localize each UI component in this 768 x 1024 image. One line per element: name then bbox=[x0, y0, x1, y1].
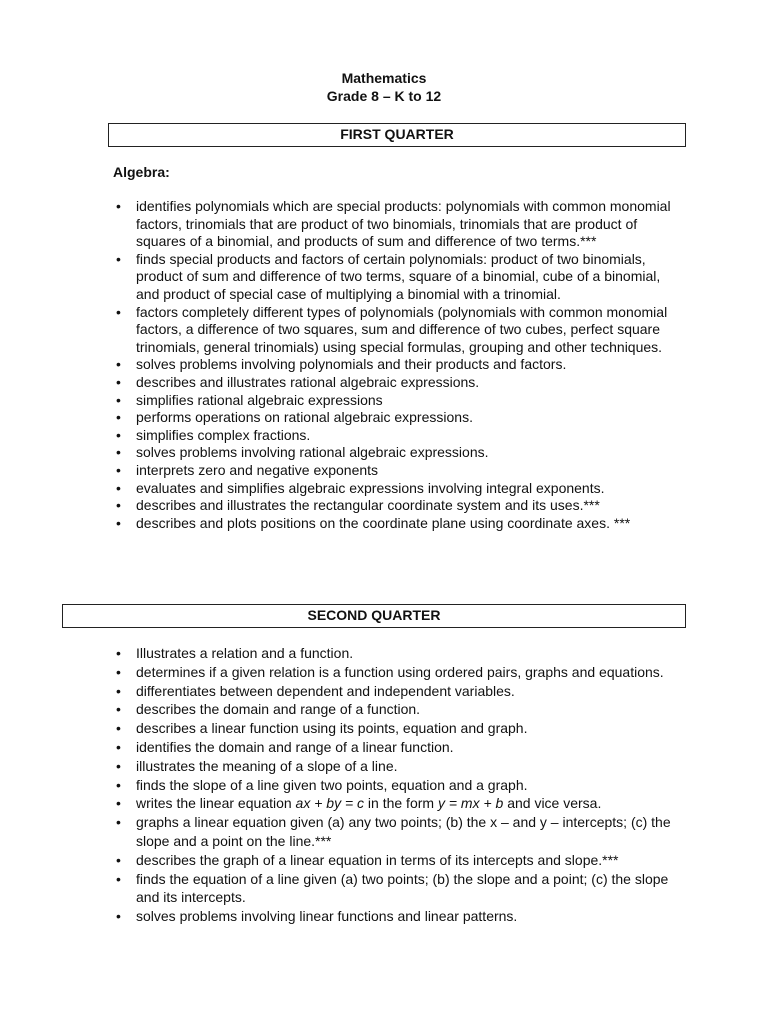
list-item: • simplifies complex fractions. bbox=[136, 427, 676, 445]
list-item: • describes and plots positions on the coordinate plane using coordinate axes. *** bbox=[136, 515, 676, 533]
list-item: • simplifies rational algebraic expressions bbox=[136, 392, 676, 410]
second-quarter-list bbox=[136, 644, 676, 926]
list-item: • solves problems involving rational algebraic expressions. bbox=[136, 444, 676, 462]
equation: ax + by = c bbox=[295, 795, 365, 812]
first-quarter-heading: FIRST QUARTER bbox=[108, 123, 686, 147]
list-item: • graphs a linear equation given (a) any two points; (b) the x – and y – intercepts; (c) the slope and a point on the line.*** bbox=[136, 813, 676, 851]
list-item: • describes the graph of a linear equation in terms of its intercepts and slope.*** bbox=[136, 851, 676, 870]
list-item: • performs operations on rational algebraic expressions. bbox=[136, 409, 676, 427]
list-item: • differentiates between dependent and independent variables. bbox=[136, 682, 676, 701]
second-quarter-heading: SECOND QUARTER bbox=[62, 604, 686, 628]
list-item: • finds special products and factors of certain polynomials: product of two binomials, product of sum and difference of two terms, square of a binomial, cube of a binomial, and product of special case of multiplying a binomial with a trinomial. bbox=[136, 251, 676, 304]
list-item: • identifies the domain and range of a linear function. bbox=[136, 738, 676, 757]
document-title: Mathematics bbox=[341, 70, 427, 86]
list-item: • illustrates the meaning of a slope of a line. bbox=[136, 757, 676, 776]
algebra-section-label: Algebra: bbox=[113, 164, 170, 180]
list-item: • Illustrates a relation and a function. bbox=[136, 644, 676, 663]
document-subtitle: Grade 8 – K to 12 bbox=[326, 88, 442, 104]
list-item: • finds the equation of a line given (a) two points; (b) the slope and a point; (c) the slope and its intercepts. bbox=[136, 870, 676, 908]
list-item: • evaluates and simplifies algebraic expressions involving integral exponents. bbox=[136, 480, 676, 498]
list-item: • interprets zero and negative exponents bbox=[136, 462, 676, 480]
first-quarter-list bbox=[136, 198, 676, 532]
list-item: • describes and illustrates the rectangular coordinate system and its uses.*** bbox=[136, 497, 676, 515]
list-item: • factors completely different types of polynomials (polynomials with common monomial factors, a difference of two squares, sum and difference of two cubes, perfect square trinomials, general trinomials) using special formulas, grouping and other techniques. bbox=[136, 304, 676, 357]
list-item: • describes a linear function using its points, equation and graph. bbox=[136, 719, 676, 738]
equation: y = mx + b bbox=[437, 795, 504, 812]
list-item: • describes and illustrates rational algebraic expressions. bbox=[136, 374, 676, 392]
list-item: • solves problems involving polynomials and their products and factors. bbox=[136, 356, 676, 374]
text: writes the linear equation bbox=[136, 795, 296, 812]
list-item: • identifies polynomials which are special products: polynomials with common monomial factors, trinomials that are product of two binomials, trinomials that are product of squares of a binomial, and products of sum and difference of two terms.*** bbox=[136, 198, 676, 251]
list-item: • describes the domain and range of a function. bbox=[136, 700, 676, 719]
list-item: • determines if a given relation is a function using ordered pairs, graphs and equations. bbox=[136, 663, 676, 682]
list-item: • solves problems involving linear functions and linear patterns. bbox=[136, 907, 676, 926]
text: and vice versa. bbox=[503, 795, 602, 812]
list-item-linear-equation bbox=[136, 794, 676, 813]
list-item: • finds the slope of a line given two points, equation and a graph. bbox=[136, 776, 676, 795]
text: in the form bbox=[364, 795, 438, 812]
